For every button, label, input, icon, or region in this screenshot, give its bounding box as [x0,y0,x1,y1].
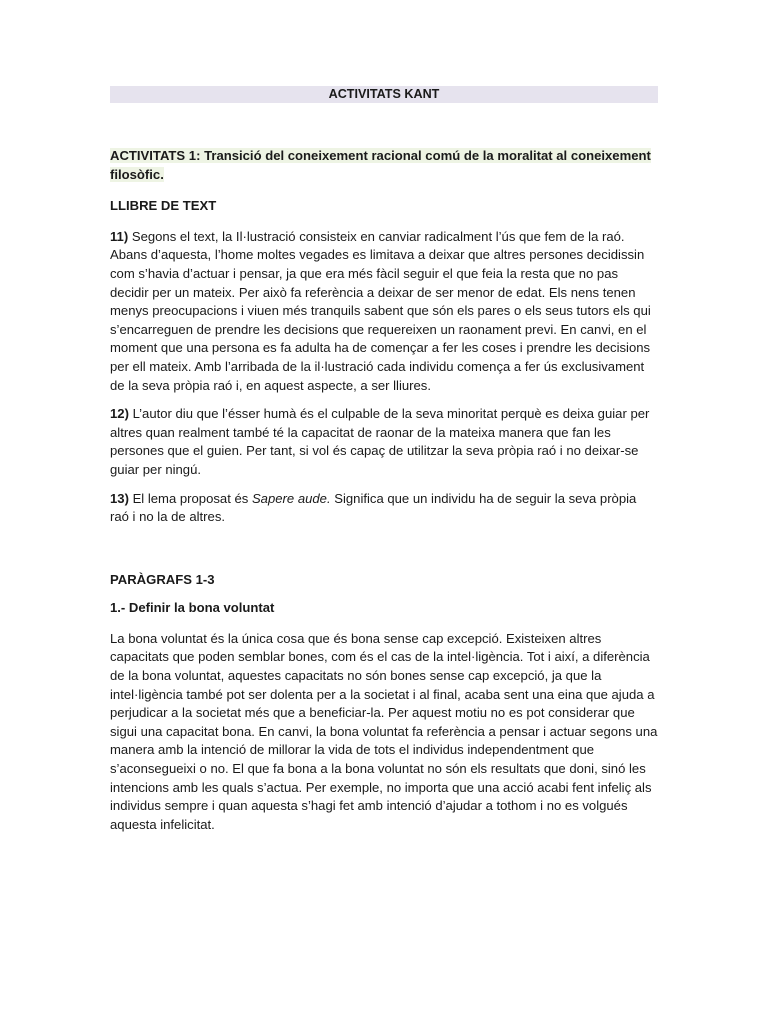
answer-13-text-after: Significa que un individu ha de seguir la seva pròpia raó i no la de altres. [110,490,637,525]
document-body [110,86,658,834]
answer-11-number: 11) [110,228,129,244]
document-title: ACTIVITATS KANT [110,86,658,103]
section-heading-textbook: LLIBRE DE TEXT [110,198,217,214]
answer-13-number: 13) [110,490,129,506]
answer-13 [110,490,658,527]
answer-13-text-before: El lema proposat és [132,490,249,506]
answer-12-number: 12) [110,406,129,422]
activity-heading [110,147,658,184]
answer-12-text: L’autor diu que l’ésser humà és el culpable de la seva minoritat perquè es deixa guiar per altres quan realment també té la capacitat de raonar de la mateixa manera que fan les persones que el guien. Per tant, si vol és capaç de utilitzar la seva pròpia raó i no deixar-se guiar per ningú. [110,406,650,477]
activity-heading-text: ACTIVITATS 1: Transició del coneixement racional comú de la moralitat al coneixement filosòfic. [110,148,651,182]
answer-11 [110,228,658,395]
item-1-heading: 1.- Definir la bona voluntat [110,600,275,616]
item-1-text: La bona voluntat és la única cosa que és bona sense cap excepció. Existeixen altres capacitats que poden semblar bones, com és el cas de la intel·ligència. Tot i així, a diferència de la bona voluntat, aquestes capacitats no són bones sense cap excepció, ja que la intel·ligència també pot ser dolenta per a la societat i al final, acaba sent una eina que ajuda a perjudicar a la societat més que a beneficiar-la. Per aquest motiu no es pot considerar que sigui una capacitat bona. En canvi, la bona voluntat fa referència a pensar i actuar segons una manera amb la intenció de millorar la vida de tots el individus independentment que s’aconsegueixi o no. El que fa bona a la bona voluntat no són els resultats que doni, sinó les intencions amb les quals s’actua. Per exemple, no importa que una acció acabi fent infeliç als individus sempre i quan aquesta s’hagi fet amb intenció d’ajudar a tothom i no es volgués aquesta infelicitat. [110,630,658,832]
answer-13-motto: Sapere aude. [251,490,331,506]
section-heading-paragraphs: PARÀGRAFS 1-3 [110,571,215,587]
answer-12 [110,405,658,479]
answer-11-text: Segons el text, la Il·lustració consisteix en canviar radicalment l’ús que fem de la raó. Abans d’aquesta, l’home moltes vegades es limitava a deixar que altres persones decidissin com s’havia d’actuar i pensar, ja que era més fàcil seguir el que feia la resta que no pas decidir per un mateix. Per això fa referència a deixar de ser menor de edat. Els nens tenen menys preocupacions i viuen més tranquils sabent que són els pares o els seus tutors els qui s’encarreguen de prendre les decisions que requereixen un raonament previ. En canvi, en el moment que una persona es fa adulta ha de començar a fer les coses i prendre les decisions per ell mateix. Amb l’arribada de la il·lustració cada individu comença a fer ús exclusivament de la seva pròpia raó i, en aquest aspecte, a ser lliures. [110,228,651,393]
